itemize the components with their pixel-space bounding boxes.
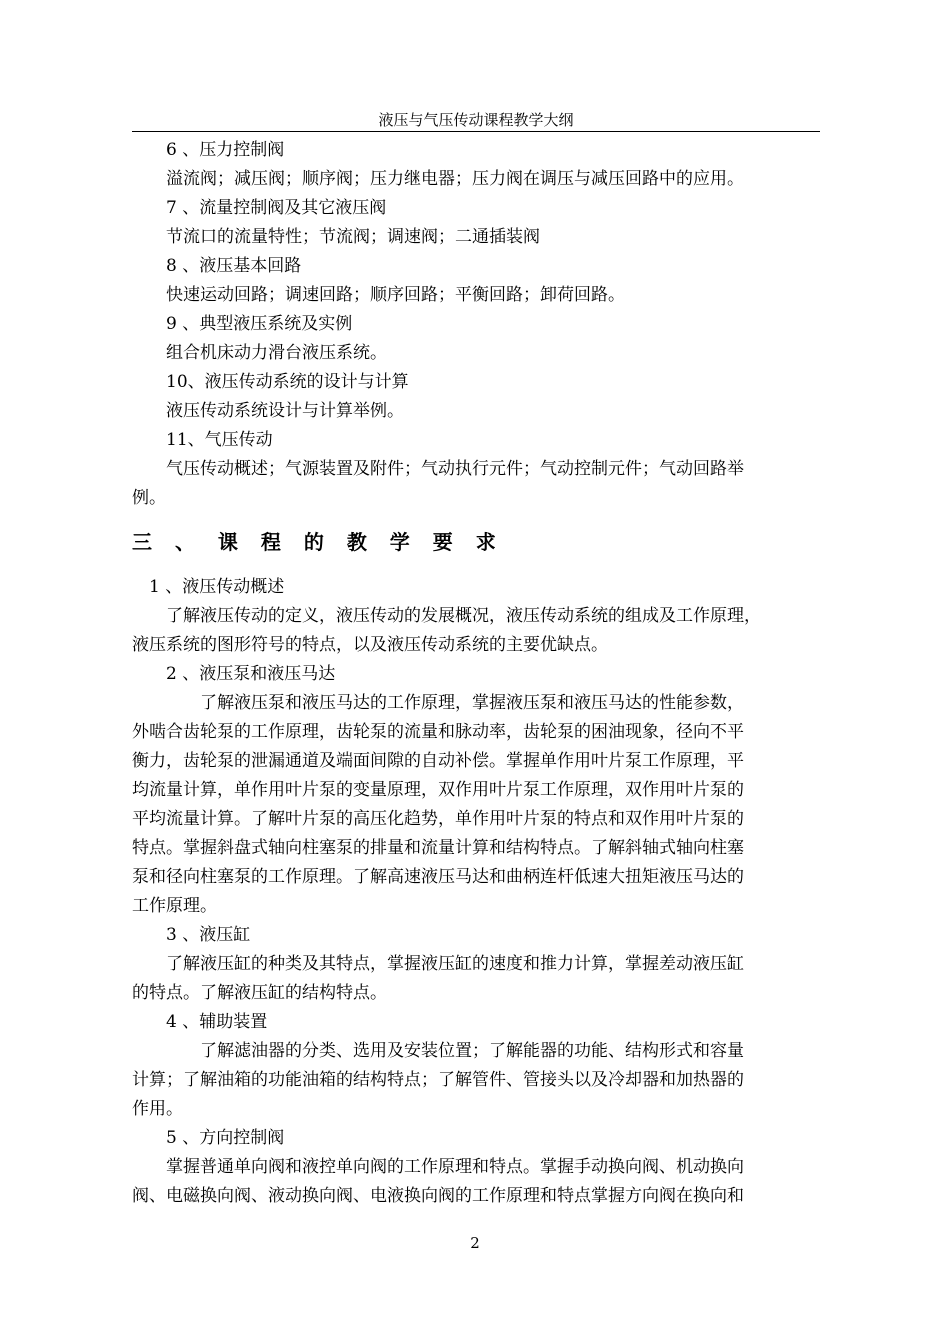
paragraph-line: 快速运动回路；调速回路；顺序回路；平衡回路；卸荷回路。 [132,285,625,305]
paragraph-line: 平均流量计算。了解叶片泵的高压化趋势，单作用叶片泵的特点和双作用叶片泵的 [132,809,744,829]
paragraph-line: 计算；了解油箱的功能油箱的结构特点；了解管件、管接头以及冷却器和加热器的 [132,1070,744,1090]
section-heading-6: 6 、压力控制阀 [132,140,285,160]
section-heading-10: 10、液压传动系统的设计与计算 [132,372,409,392]
paragraph-line: 节流口的流量特性；节流阀；调速阀；二通插装阀 [132,227,540,247]
paragraph-line: 阀、电磁换向阀、液动换向阀、电液换向阀的工作原理和特点掌握方向阀在换向和 [132,1186,744,1206]
paragraph-line: 作用。 [132,1099,183,1119]
paragraph-line: 外啮合齿轮泵的工作原理，齿轮泵的流量和脉动率，齿轮泵的困油现象，径向不平 [132,722,744,742]
paragraph-line: 了解液压传动的定义，液压传动的发展概况，液压传动系统的组成及工作原理， [132,606,761,626]
paragraph-line: 了解液压缸的种类及其特点，掌握液压缸的速度和推力计算，掌握差动液压缸 [132,954,744,974]
page-number: 2 [470,1234,480,1252]
section-heading-8: 8 、液压基本回路 [132,256,302,276]
paragraph-line: 工作原理。 [132,896,217,916]
section-heading-7: 7 、流量控制阀及其它液压阀 [132,198,387,218]
chapter-heading: 三 、 课 程 的 教 学 要 求 [132,530,504,554]
paragraph-line: 例。 [132,488,166,508]
paragraph-line: 液压系统的图形符号的特点，以及液压传动系统的主要优缺点。 [132,635,608,655]
section-heading-1: 1 、液压传动概述 [132,577,285,597]
section-heading-2: 2 、液压泵和液压马达 [132,664,336,684]
section-heading-3: 3 、液压缸 [132,925,251,945]
paragraph-line: 组合机床动力滑台液压系统。 [132,343,387,363]
header-divider [132,131,820,132]
paragraph-line: 的特点。了解液压缸的结构特点。 [132,983,387,1003]
paragraph-line: 气压传动概述；气源装置及附件；气动执行元件；气动控制元件；气动回路举 [132,459,744,479]
paragraph-line: 掌握普通单向阀和液控单向阀的工作原理和特点。掌握手动换向阀、机动换向 [132,1157,744,1177]
paragraph-line: 了解液压泵和液压马达的工作原理，掌握液压泵和液压马达的性能参数， [132,693,744,713]
section-heading-4: 4 、辅助装置 [132,1012,268,1032]
paragraph-line: 泵和径向柱塞泵的工作原理。了解高速液压马达和曲柄连杆低速大扭矩液压马达的 [132,867,744,887]
section-heading-11: 11、气压传动 [132,430,273,450]
paragraph-line: 了解滤油器的分类、选用及安装位置；了解能器的功能、结构形式和容量 [132,1041,744,1061]
paragraph-line: 液压传动系统设计与计算举例。 [132,401,404,421]
paragraph-line: 衡力，齿轮泵的泄漏通道及端面间隙的自动补偿。掌握单作用叶片泵工作原理，平 [132,751,744,771]
section-heading-9: 9 、典型液压系统及实例 [132,314,353,334]
paragraph-line: 溢流阀；减压阀；顺序阀；压力继电器；压力阀在调压与减压回路中的应用。 [132,169,744,189]
paragraph-line: 均流量计算，单作用叶片泵的变量原理，双作用叶片泵工作原理，双作用叶片泵的 [132,780,744,800]
running-header: 液压与气压传动课程教学大纲 [378,111,574,129]
section-heading-5: 5 、方向控制阀 [132,1128,285,1148]
paragraph-line: 特点。掌握斜盘式轴向柱塞泵的排量和流量计算和结构特点。了解斜轴式轴向柱塞 [132,838,744,858]
